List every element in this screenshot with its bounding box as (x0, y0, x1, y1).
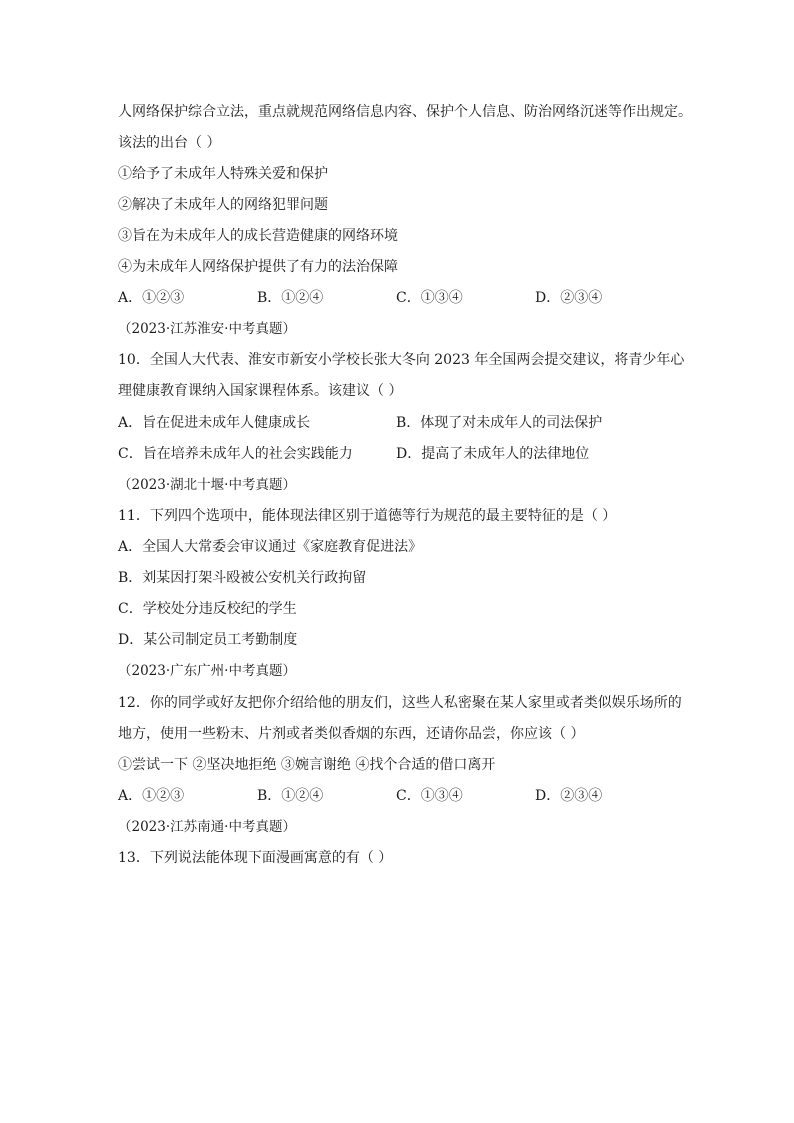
q12-items: ①尝试一下 ②坚决地拒绝 ③婉言谢绝 ④找个合适的借口离开 (118, 757, 496, 773)
q12-option-d[interactable]: D．②③④ (535, 788, 603, 804)
q9-option-a[interactable]: A．①②③ (118, 290, 185, 306)
q9-option-c[interactable]: C．①③④ (396, 290, 463, 306)
q11-option-c[interactable]: C．学校处分违反校纪的学生 (118, 601, 297, 617)
q13-source: （2023·江苏南通·中考真题） (118, 819, 296, 835)
q13-stem: 13．下列说法能体现下面漫画寓意的有（ ） (118, 850, 393, 866)
q12-option-c[interactable]: C．①③④ (396, 788, 463, 804)
q11-option-b[interactable]: B．刘某因打架斗殴被公安机关行政拘留 (118, 570, 367, 586)
q11-option-d[interactable]: D．某公司制定员工考勤制度 (118, 632, 298, 648)
q10-option-a[interactable]: A．旨在促进未成年人健康成长 (118, 415, 311, 431)
q10-option-b[interactable]: B．体现了对未成年人的司法保护 (396, 415, 603, 431)
q9-option-b[interactable]: B．①②④ (257, 290, 324, 306)
q10-source: （2023·江苏淮安·中考真题） (118, 321, 296, 337)
q10-option-d[interactable]: D．提高了未成年人的法律地位 (396, 446, 590, 462)
q9-stem-line1: 人网络保护综合立法，重点就规范网络信息内容、保护个人信息、防治网络沉迷等作出规定。 (118, 104, 692, 120)
q11-source: （2023·湖北十堰·中考真题） (118, 477, 296, 493)
q9-stem-line2: 该法的出台（ ） (118, 135, 221, 151)
q12-source: （2023·广东广州·中考真题） (118, 663, 296, 679)
q12-stem-line2: 地方，使用一些粉末、片剂或者类似香烟的东西，还请你品尝，你应该（ ） (118, 726, 585, 742)
q9-option-d[interactable]: D．②③④ (535, 290, 603, 306)
q10-stem-line1: 10．全国人大代表、淮安市新安小学校长张大冬向 2023 年全国两会提交建议，将青少年心 (118, 352, 685, 368)
q9-item-2: ②解决了未成年人的网络犯罪问题 (118, 197, 328, 213)
q12-option-b[interactable]: B．①②④ (257, 788, 324, 804)
q10-stem-line2: 理健康教育课纳入国家课程体系。该建议（ ） (118, 383, 403, 399)
q12-stem-line1: 12．你的同学或好友把你介绍给他的朋友们，这些人私密聚在某人家里或者类似娱乐场所的 (118, 695, 682, 711)
q11-stem: 11．下列四个选项中，能体现法律区别于道德等行为规范的最主要特征的是（ ） (118, 508, 617, 524)
q9-item-3: ③旨在为未成年人的成长营造健康的网络环境 (118, 228, 398, 244)
q9-item-4: ④为未成年人网络保护提供了有力的法治保障 (118, 259, 398, 275)
q11-option-a[interactable]: A．全国人大常委会审议通过《家庭教育促进法》 (118, 539, 423, 555)
q9-item-1: ①给予了未成年人特殊关爱和保护 (118, 166, 328, 182)
q10-option-c[interactable]: C．旨在培养未成年人的社会实践能力 (118, 446, 353, 462)
q12-option-a[interactable]: A．①②③ (118, 788, 185, 804)
